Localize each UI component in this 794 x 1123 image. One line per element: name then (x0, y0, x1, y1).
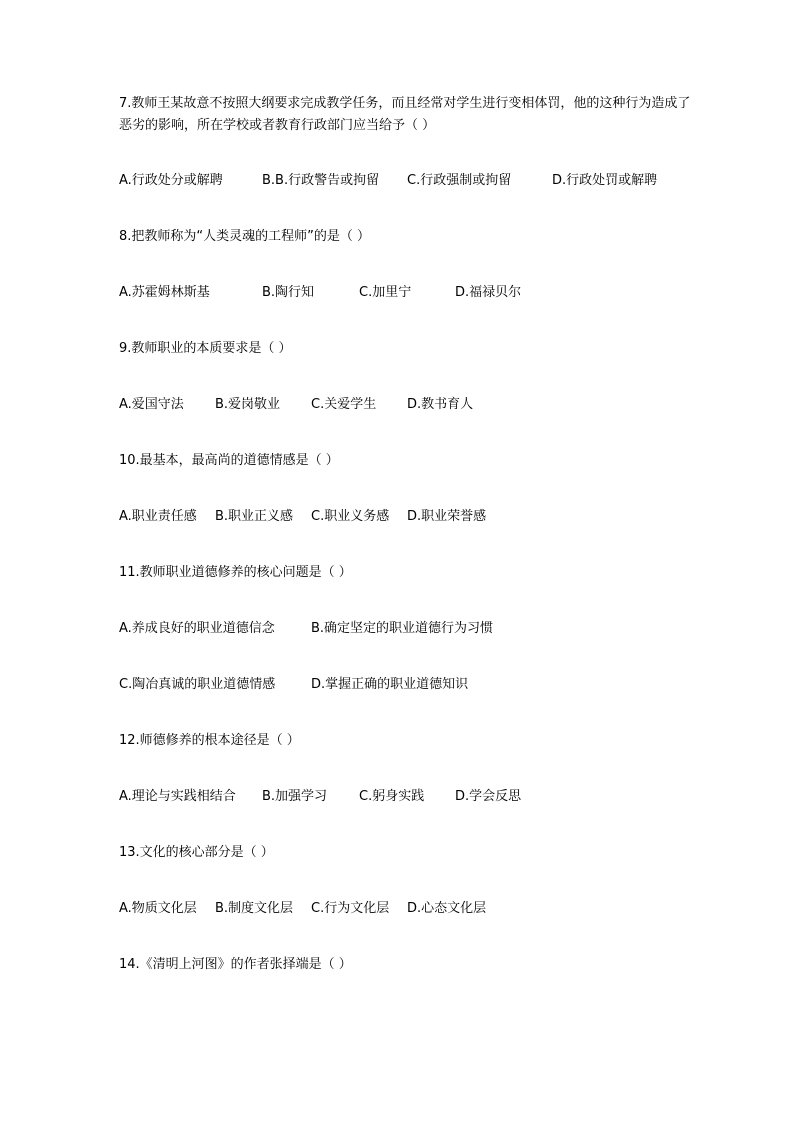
question-14-stem: 14.《清明上河图》的作者张择端是（ ） (119, 957, 352, 972)
question-8-option-a: A.苏霍姆林斯基 (119, 285, 210, 300)
question-7-option-a: A.行政处分或解聘 (119, 173, 223, 188)
question-12-option-b: B.加强学习 (262, 789, 328, 804)
question-13-stem: 13.文化的核心部分是（ ） (119, 845, 274, 860)
question-10-stem: 10.最基本，最高尚的道德情感是（ ） (119, 453, 339, 468)
question-9-stem: 9.教师职业的本质要求是（ ） (119, 341, 292, 356)
question-11-stem: 11.教师职业道德修养的核心问题是（ ） (119, 565, 352, 580)
question-11-option-b: B.确定坚定的职业道德行为习惯 (311, 621, 494, 636)
question-7-stem-line-2: 恶劣的影响，所在学校或者教育行政部门应当给予（ ） (119, 118, 436, 133)
question-8-option-c: C.加里宁 (359, 285, 412, 300)
question-10-option-c: C.职业义务感 (311, 509, 390, 524)
question-7-option-b: B.B.行政警告或拘留 (262, 173, 380, 188)
question-9-option-b: B.爱岗敬业 (215, 397, 281, 412)
question-7-option-d: D.行政处罚或解聘 (552, 173, 658, 188)
question-12-option-c: C.躬身实践 (359, 789, 425, 804)
question-13-option-c: C.行为文化层 (311, 901, 390, 916)
question-10-option-b: B.职业正义感 (215, 509, 294, 524)
question-11-option-d: D.掌握正确的职业道德知识 (311, 677, 469, 692)
question-8-option-b: B.陶行知 (262, 285, 315, 300)
question-7-stem-line-1: 7.教师王某故意不按照大纲要求完成教学任务，而且经常对学生进行变相体罚，他的这种行为造成了 (119, 96, 691, 111)
question-10-option-a: A.职业责任感 (119, 509, 197, 524)
question-11-option-a: A.养成良好的职业道德信念 (119, 621, 275, 636)
question-9-option-c: C.关爱学生 (311, 397, 377, 412)
question-13-option-a: A.物质文化层 (119, 901, 197, 916)
question-12-option-a: A.理论与实践相结合 (119, 789, 236, 804)
question-13-option-d: D.心态文化层 (407, 901, 487, 916)
question-9-option-a: A.爱国守法 (119, 397, 184, 412)
question-8-option-d: D.福禄贝尔 (455, 285, 522, 300)
question-12-option-d: D.学会反思 (455, 789, 522, 804)
question-13-option-b: B.制度文化层 (215, 901, 294, 916)
question-10-option-d: D.职业荣誉感 (407, 509, 487, 524)
question-8-stem: 8.把教师称为“人类灵魂的工程师”的是（ ） (119, 229, 371, 244)
question-11-option-c: C.陶冶真诚的职业道德情感 (119, 677, 276, 692)
question-12-stem: 12.师德修养的根本途径是（ ） (119, 733, 300, 748)
question-7-option-c: C.行政强制或拘留 (407, 173, 512, 188)
question-9-option-d: D.教书育人 (407, 397, 474, 412)
